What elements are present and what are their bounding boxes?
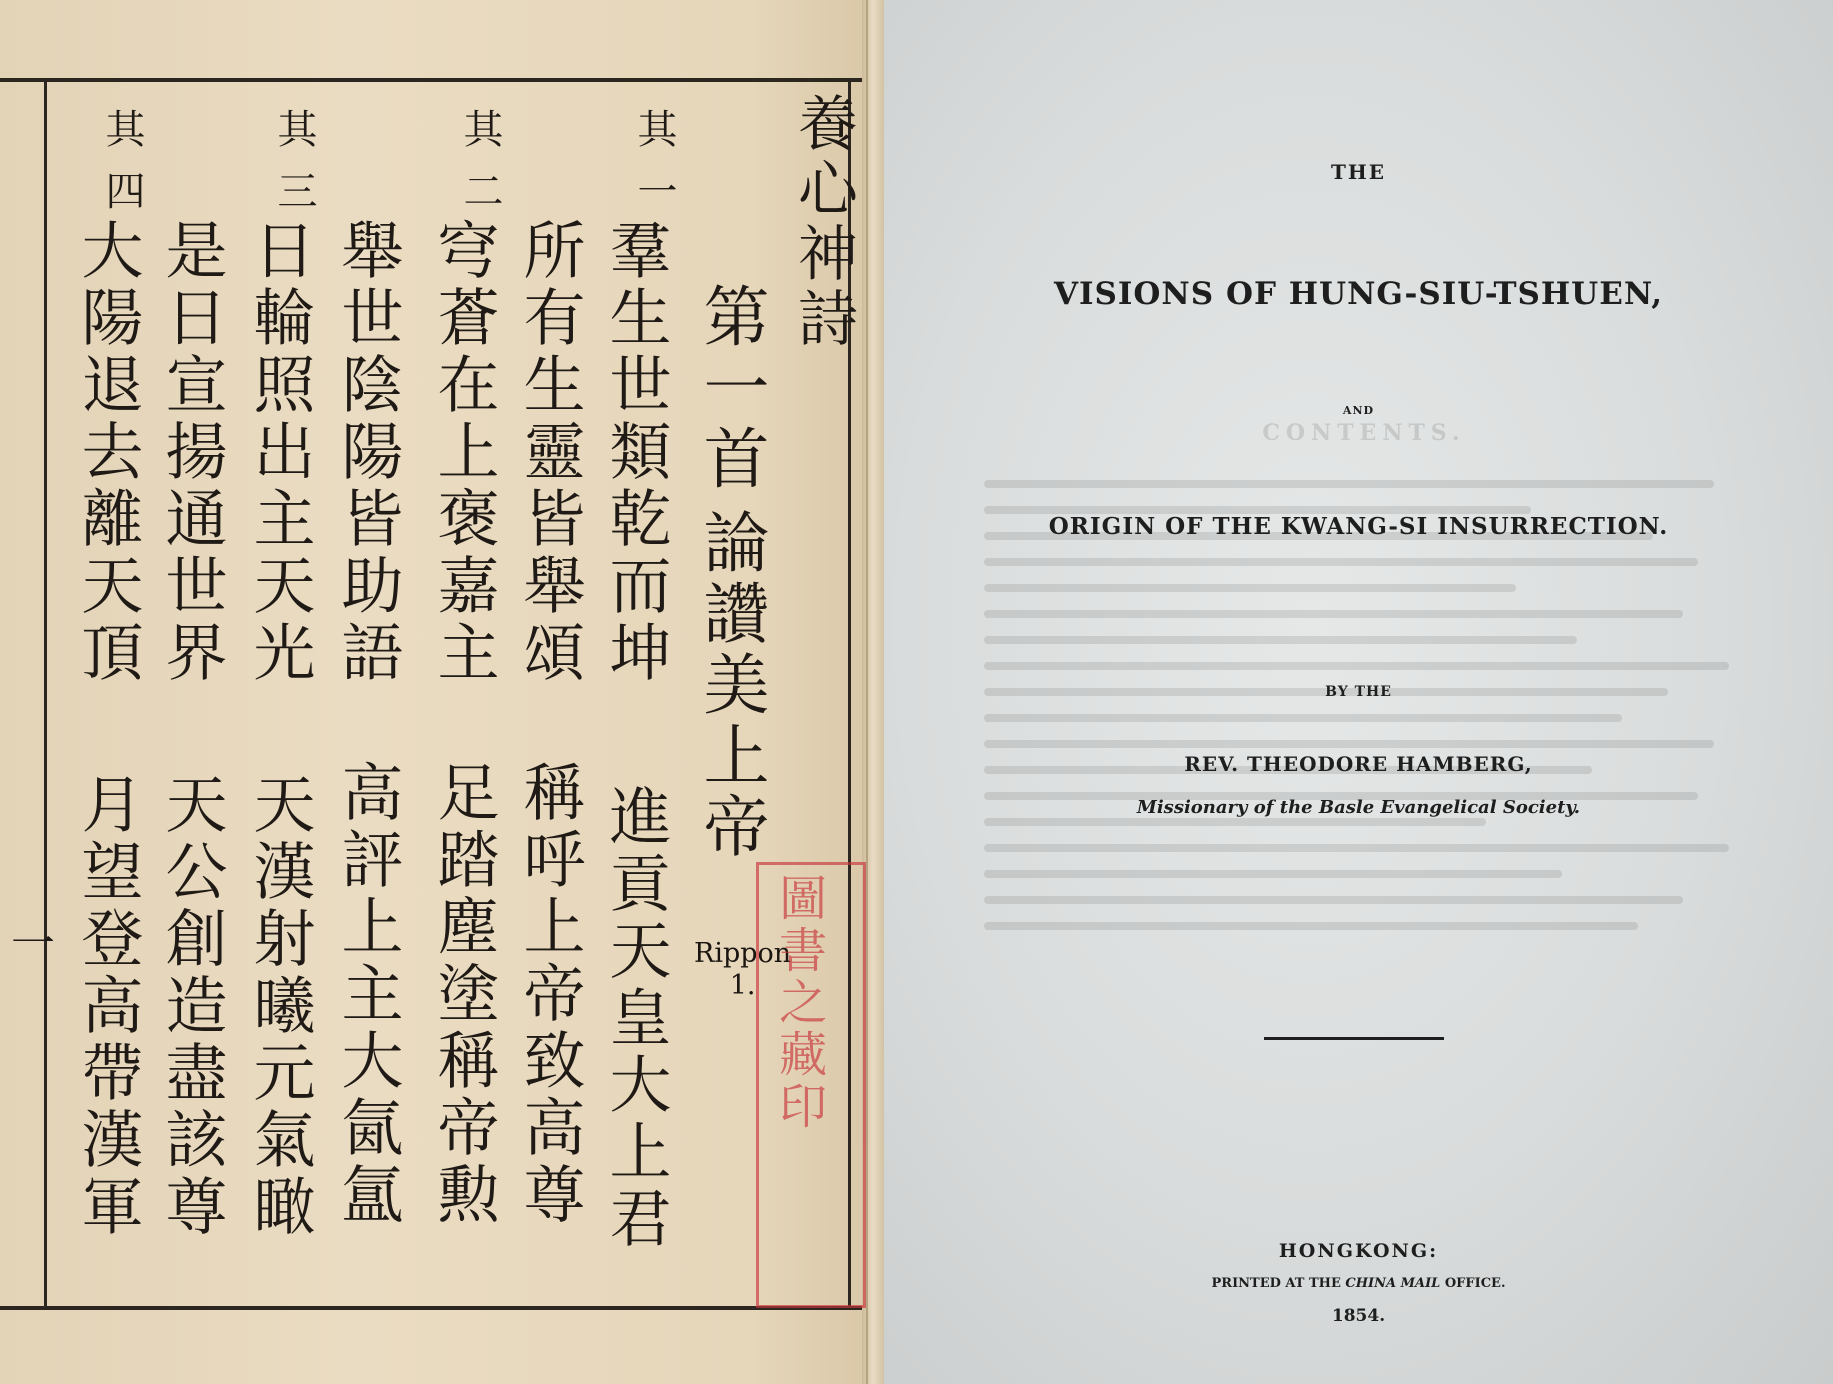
show-through-heading: CONTENTS. [1262, 420, 1466, 446]
main-title: VISIONS OF HUNG-SIU-TSHUEN, [1053, 276, 1663, 312]
english-title-page [884, 0, 1833, 1384]
printer-prefix: PRINTED AT THE [1211, 1276, 1341, 1291]
verse-line: 舉世陰陽皆助語 [331, 218, 404, 687]
poem-subheading: 論讚美上帝 [692, 508, 769, 863]
verse-label: 其四 [99, 108, 145, 232]
show-through-contents [984, 420, 1744, 1010]
bottom-border-rule [0, 1306, 866, 1310]
imprint-printer [884, 1276, 1833, 1291]
annotation-line: 1. [729, 970, 756, 1002]
author-role: Missionary of the Basle Evangelical Society. [1136, 797, 1581, 818]
subtitle: ORIGIN OF THE KWANG-SI INSURRECTION. [1048, 513, 1669, 540]
printer-name: CHINA MAIL [1345, 1276, 1441, 1291]
top-border-rule [0, 78, 866, 82]
title-rule [1264, 1037, 1444, 1040]
left-border-rule [44, 82, 47, 1306]
verse-line: 稱呼上帝致高尊 [513, 760, 586, 1229]
imprint-year: 1854. [1331, 1306, 1386, 1326]
verse-line: 天公創造盡該尊 [155, 772, 228, 1241]
title-and: AND [1342, 404, 1375, 417]
title-the: THE [1330, 160, 1387, 184]
author-name: REV. THEODORE HAMBERG, [1184, 752, 1533, 776]
running-title: 養心神詩 [788, 92, 858, 352]
annotation-line: Rippon [694, 938, 792, 969]
verse-label: 其二 [457, 108, 503, 232]
verse-line: 足踏塵塗稱帝勲 [427, 760, 500, 1229]
poem-heading: 第一首 [692, 282, 769, 495]
verse-line: 大陽退去離天頂 [71, 218, 144, 687]
verse-line: 羣生世類乾而坤 [599, 218, 672, 687]
page-number: 一 [3, 920, 54, 969]
verse-line: 所有生靈皆舉頌 [513, 218, 586, 687]
library-seal-stamp [756, 862, 866, 1308]
verse-line: 月望登高帶漢軍 [71, 772, 144, 1241]
seal-text: 圖書之藏印 [770, 873, 827, 1133]
verse-line: 是日宣揚通世界 [155, 218, 228, 687]
title-by-the: BY THE [1325, 684, 1392, 700]
verse-line: 日輪照出主天光 [243, 218, 316, 687]
printer-suffix: OFFICE. [1444, 1276, 1506, 1291]
chinese-page [0, 0, 884, 1384]
fold-line [866, 0, 868, 1384]
verse-label: 其一 [631, 108, 677, 232]
verse-label: 其三 [271, 108, 317, 232]
verse-line: 穹蒼在上褒嘉主 [427, 218, 500, 687]
verse-line: 天漢射曦元氣瞰 [243, 772, 316, 1241]
verse-line: 進貢天皇大上君 [599, 784, 672, 1253]
verse-line: 高評上主大氤氲 [331, 760, 404, 1229]
imprint-place: HONGKONG: [1278, 1240, 1439, 1262]
